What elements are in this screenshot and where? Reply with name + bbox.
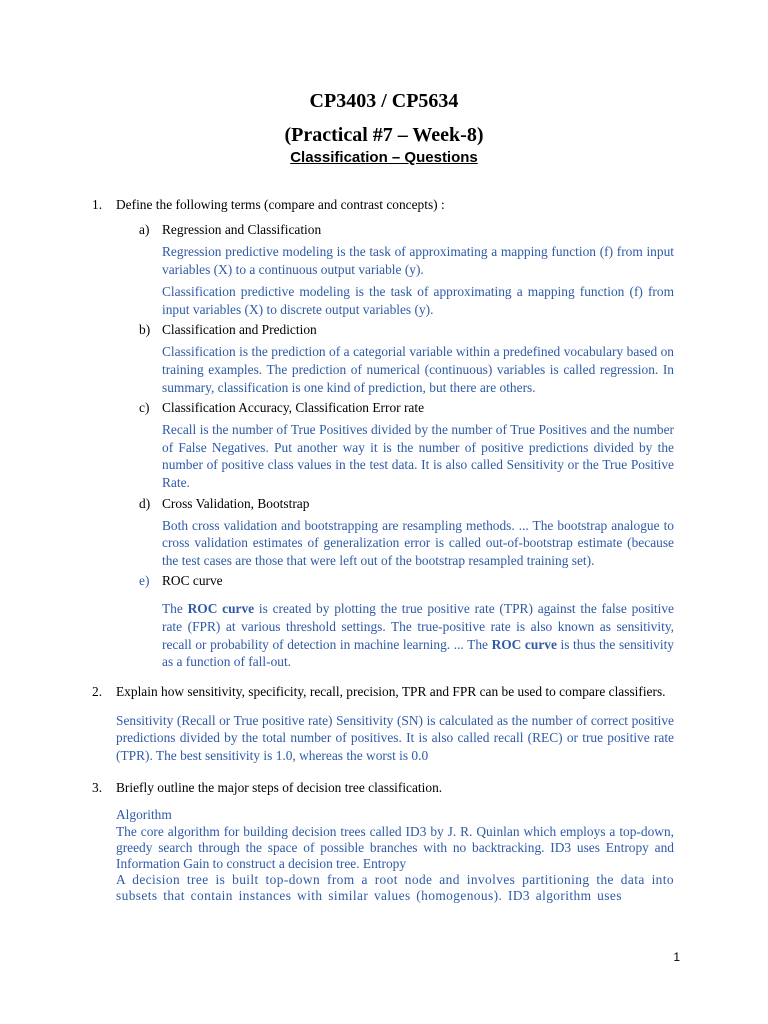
answer-c: Recall is the number of True Positives divided by the number of True Positives and the number of False Negatives. Put another way it is the number of positive predictions divided by the number of positive class values in the test data. It is also called Sensitivity or the True Positive Rate. (162, 422, 674, 490)
answer-a-regression: Regression predictive modeling is the task of approximating a mapping function (f) from input variables (X) to a continuous output variable (y). (162, 244, 674, 277)
answer-a-classification: Classification predictive modeling is the task of approximating a mapping function (f) from input variables (X) to discrete output variables (y). (162, 284, 674, 317)
subitem-letter: a) (139, 222, 150, 237)
question-text: Briefly outline the major steps of decision tree classification. (116, 780, 443, 796)
bold-term: ROC curve (491, 636, 557, 652)
subitem-d (0, 495, 768, 513)
answer-e (0, 600, 768, 670)
answer-d: Both cross validation and bootstrapping are resampling methods. ... The bootstrap analogue to cross validation estimates of generalization error is called out-of-bootstrap estimate (because the test cases are those that were left out of the bootstrap resampled training set). (162, 517, 674, 568)
question-text: Define the following terms (compare and contrast concepts) : (116, 197, 445, 212)
question-3 (0, 779, 768, 797)
answer-text: The (162, 601, 188, 617)
course-code-title: CP3403 / CP5634 (309, 90, 459, 112)
document-body (0, 196, 768, 905)
subitem-b (0, 321, 768, 339)
answer-2: Sensitivity (Recall or True positive rate) Sensitivity (SN) is calculated as the number of correct positive predictions divided by the total number of positives. It is also called recall (REC) or true positive rate (TPR). The best sensitivity is 1.0, whereas the worst is 0.0 (116, 712, 674, 763)
answer-3-paragraph-1: The core algorithm for building decision trees called ID3 by J. R. Quinlan which employs a top-down, greedy search through the space of possible branches with no backtracking. ID3 uses Entropy and Information Gain to construct a decision tree. Entropy (116, 823, 674, 872)
subitem-a (0, 221, 768, 239)
question-text: Explain how sensitivity, specificity, recall, precision, TPR and FPR can be used to compare classifiers. (116, 683, 666, 699)
answer-text: is thus the sensitivity as a function of fall-out. (162, 636, 675, 670)
subitem-letter: d) (139, 495, 151, 511)
subitem-letter: b) (139, 322, 151, 338)
subitem-letter: c) (139, 400, 150, 416)
question-number: 2. (92, 683, 103, 699)
answer-b: Classification is the prediction of a categorial variable within a predefined vocabulary based on training examples. The prediction of numerical (continuous) variables is called regression. In summary, classification is one kind of prediction, but there are others. (162, 344, 674, 395)
subitem-c (0, 399, 768, 417)
page-number: 1 (673, 950, 680, 964)
subitem-term: Classification and Prediction (162, 322, 317, 338)
subitem-term: Regression and Classification (162, 222, 322, 237)
question-number: 3. (92, 780, 103, 796)
practical-title: (Practical #7 – Week-8) (284, 124, 484, 146)
section-subtitle: Classification – Questions (290, 149, 478, 166)
question-2 (0, 683, 768, 701)
subitem-term: ROC curve (162, 573, 223, 589)
answer-text: is created by plotting the true positive rate (TPR) against the false positive rate (FPR) at various threshold settings. The true-positive rate is also known as sensitivity, recall or probability of detection in machine learning. ... The (162, 601, 675, 652)
question-1 (0, 196, 768, 214)
subitem-term: Classification Accuracy, Classification Error rate (162, 400, 425, 416)
subitem-e (0, 572, 768, 590)
bold-term: ROC curve (187, 601, 255, 617)
question-number: 1. (92, 197, 103, 212)
answer-3-heading: Algorithm (116, 807, 172, 823)
subitem-term: Cross Validation, Bootstrap (162, 495, 310, 511)
subitem-letter: e) (139, 573, 150, 589)
answer-3-paragraph-2: A decision tree is built top-down from a root node and involves partitioning the data into subsets that contain instances with similar values (homogenous). ID3 algorithm uses (116, 872, 674, 904)
